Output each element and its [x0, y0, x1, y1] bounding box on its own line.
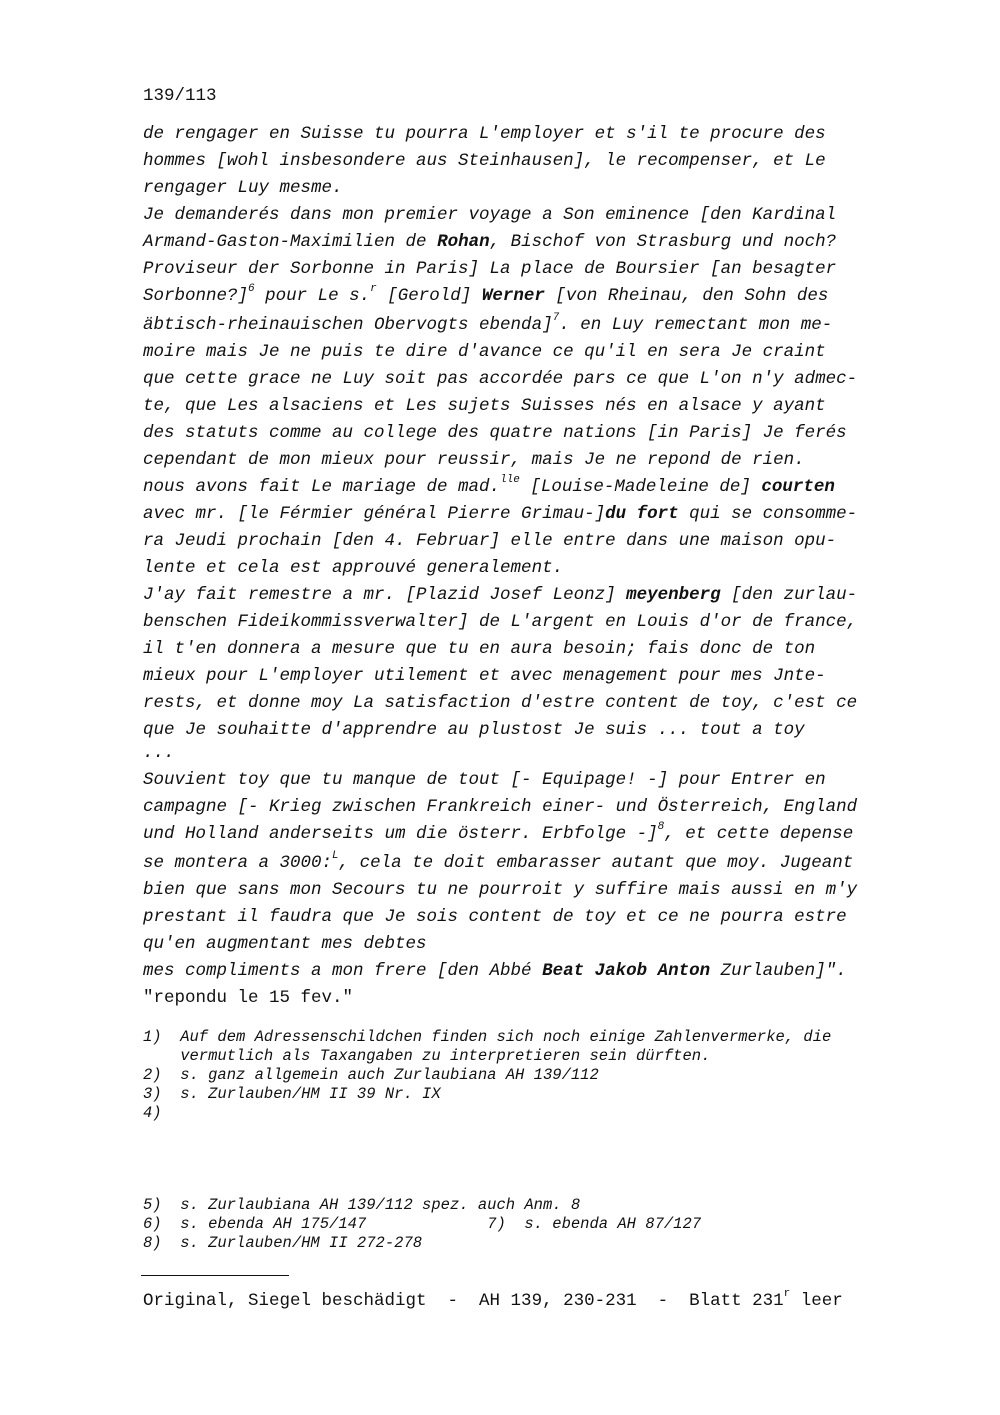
body-line: campagne [- Krieg zwischen Frankreich einer- und Österreich, England: [143, 797, 858, 817]
superscript: r: [370, 283, 377, 296]
footer-divider: [141, 1275, 289, 1276]
footnote-3: 3) s. Zurlauben/HM II 39 Nr. IX: [143, 1085, 441, 1103]
superscript: r: [783, 1288, 791, 1301]
body-line: cependant de mon mieux pour reussir, mais Je ne repond de rien.: [143, 450, 805, 470]
body-line: qu'en augmentant mes debtes: [143, 934, 427, 954]
body-line: Souvient toy que tu manque de tout [- Equipage! -] pour Entrer en: [143, 770, 826, 790]
footnotes: [143, 1028, 913, 1258]
footnote-1: 1) Auf dem Adressenschildchen finden sich noch einige Zahlenvermerke, die: [143, 1028, 832, 1046]
superscript: lle: [500, 474, 520, 487]
body-line: Armand-Gaston-Maximilien de Rohan, Bischof von Strasburg und noch?: [143, 232, 837, 252]
footnote-1-cont: vermutlich als Taxangaben zu interpretieren sein dürften.: [143, 1047, 711, 1065]
body-line: te, que Les alsaciens et Les sujets Suisses nés en alsace y ayant: [143, 396, 826, 416]
footnote-2: 2) s. ganz allgemein auch Zurlaubiana AH 139/112: [143, 1066, 599, 1084]
body-line: il t'en donnera a mesure que tu en aura besoin; fais donc de ton: [143, 639, 816, 659]
person-name: meyenberg: [626, 585, 721, 605]
body-line: bien que sans mon Secours tu ne pourroit y suffire mais aussi en m'y: [143, 880, 858, 900]
body-line: de rengager en Suisse tu pourra L'employer et s'il te procure des: [143, 124, 826, 144]
body-line: prestant il faudra que Je sois content de toy et ce ne pourra estre: [143, 907, 847, 927]
body-line: mes compliments a mon frere [den Abbé Beat Jakob Anton Zurlauben]".: [143, 961, 847, 981]
page-number: 139/113: [143, 86, 217, 106]
body-line: und Holland anderseits um die österr. Erbfolge -]$^8$, et cette depense: [143, 821, 854, 844]
body-line: que Je souhaitte d'apprendre au plustost Je suis ... tout a toy: [143, 720, 805, 740]
body-line: se montera a 3000:$^L$, cela te doit embarasser autant que moy. Jugeant: [143, 850, 854, 873]
body-line: moire mais Je ne puis te dire d'avance ce qu'il en sera Je craint: [143, 342, 826, 362]
body-line: Je demanderés dans mon premier voyage a Son eminence [den Kardinal: [143, 205, 837, 225]
body-line: rests, et donne moy La satisfaction d'estre content de toy, c'est ce: [143, 693, 858, 713]
person-name: Werner: [481, 286, 545, 306]
body-line: Sorbonne?]$^6$ pour Le s.$^r$ [Gerold] Werner [von Rheinau, den Sohn des: [143, 283, 829, 306]
footnote-ref: 7: [552, 312, 560, 325]
person-name: du fort: [605, 504, 679, 524]
body-line: Proviseur der Sorbonne in Paris] La place de Boursier [an besagter: [143, 259, 837, 279]
footnote-ref: 8: [657, 821, 665, 834]
body-line: que cette grace ne Luy soit pas accordée pars ce que L'on n'y admec-: [143, 369, 858, 389]
body-line: äbtisch-rheinauischen Obervogts ebenda]$^7$. en Luy remectant mon me-: [143, 312, 833, 335]
footer-note: Original, Siegel beschädigt - AH 139, 230-231 - Blatt 231$^r$ leer: [143, 1288, 843, 1311]
body-line: avec mr. [le Férmier général Pierre Grimau-]du fort qui se consomme-: [143, 504, 858, 524]
footnote-4: 4): [143, 1104, 162, 1122]
person-name: Rohan: [437, 232, 490, 252]
footnote-5: 5) s. Zurlaubiana AH 139/112 spez. auch Anm. 8: [143, 1196, 581, 1214]
body-line: des statuts comme au college des quatre nations [in Paris] Je ferés: [143, 423, 847, 443]
body-line: rengager Luy mesme.: [143, 178, 343, 198]
footnote-6-7: 6) s. ebenda AH 175/147 7) s. ebenda AH 87/127: [143, 1215, 702, 1233]
body-line: mieux pour L'employer utilement et avec menagement pour mes Jnte-: [143, 666, 826, 686]
body-line: lente et cela est approuvé generalement.: [143, 558, 564, 578]
body-line: benschen Fideikommissverwalter] de L'argent en Louis d'or de france,: [143, 612, 858, 632]
person-name: courten: [761, 477, 835, 497]
body-line: "repondu le 15 fev.": [143, 988, 354, 1008]
body-line: J'ay fait remestre a mr. [Plazid Josef Leonz] meyenberg [den zurlau-: [143, 585, 858, 605]
body-line: nous avons fait Le mariage de mad.$^{lle}$ [Louise-Madeleine de] courten: [143, 474, 835, 497]
person-name: Beat Jakob Anton: [542, 961, 711, 981]
footnote-8: 8) s. Zurlauben/HM II 272-278: [143, 1234, 423, 1252]
body-line: ra Jeudi prochain [den 4. Februar] elle entre dans une maison opu-: [143, 531, 837, 551]
body-line: hommes [wohl insbesondere aus Steinhausen], le recompenser, et Le: [143, 151, 826, 171]
body-line: ...: [143, 743, 175, 763]
footnote-ref: 6: [248, 283, 255, 296]
superscript: L: [332, 850, 339, 863]
